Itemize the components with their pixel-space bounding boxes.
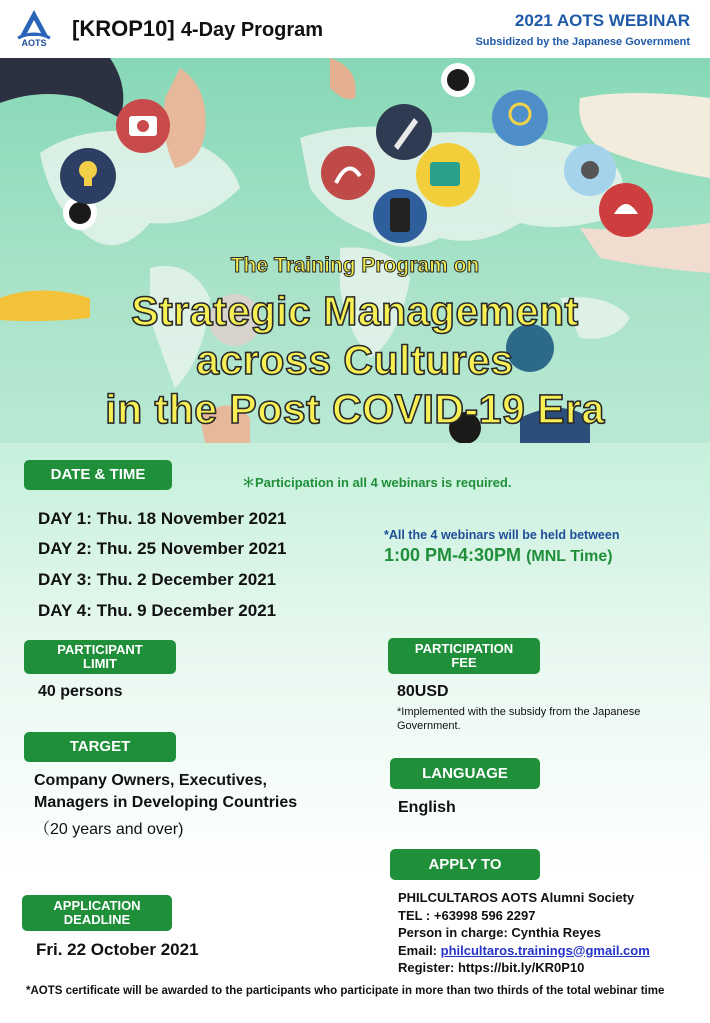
- target-badge: TARGET: [24, 732, 176, 762]
- program-code: [KROP10]: [72, 16, 175, 41]
- day-2: DAY 2: Thu. 25 November 2021: [38, 539, 287, 558]
- day-3: DAY 3: Thu. 2 December 2021: [38, 570, 277, 589]
- hero-title-line-2: across Cultures: [196, 337, 514, 383]
- schedule-note: *All the 4 webinars will be held between: [384, 528, 620, 542]
- language-badge: LANGUAGE: [390, 758, 540, 789]
- apply-org-name: PHILCULTAROS AOTS: [398, 890, 538, 905]
- apply-org: [398, 889, 698, 907]
- session-time: [384, 545, 613, 566]
- deadline-value: Fri. 22 October 2021: [36, 940, 199, 959]
- participant-limit-value: 40 persons: [38, 683, 123, 700]
- participant-limit-badge: [24, 640, 176, 674]
- apply-email-label: Email:: [398, 942, 441, 958]
- deadline-badge-line-2: DEADLINE: [63, 912, 131, 927]
- apply-to-badge: APPLY TO: [390, 849, 540, 880]
- target-line-1: Company Owners, Executives,: [34, 772, 267, 789]
- hero-banner: [0, 58, 710, 443]
- header: [0, 0, 710, 58]
- fee-subsidy-note: *Implemented with the subsidy from the Japanese Government.: [397, 706, 641, 732]
- apply-tel: TEL : +63998 596 2297: [398, 907, 536, 923]
- apply-to-details: [398, 889, 698, 977]
- date-time-badge: DATE & TIME: [24, 460, 172, 490]
- deadline-badge: [22, 895, 172, 931]
- day-1: DAY 1: Thu. 18 November 2021: [38, 509, 287, 528]
- participant-limit-badge-line-1: PARTICIPANT: [57, 642, 143, 658]
- apply-register-link[interactable]: Register: https://bit.ly/KR0P10: [398, 960, 585, 975]
- target-line-2: Managers in Developing Countries: [34, 794, 298, 811]
- target-line-3: （20 years and over): [34, 821, 184, 838]
- participation-fee-badge: [388, 638, 540, 674]
- hero-subtitle: The Training Program on: [230, 254, 480, 277]
- webinar-title: 2021 AOTS WEBINAR: [514, 11, 690, 30]
- logo-text: AOTS: [21, 38, 47, 48]
- hero-title-line-3: in the Post COVID-19 Era: [105, 386, 605, 432]
- apply-email-row: [398, 942, 698, 960]
- program-length: 4-Day Program: [180, 19, 324, 41]
- program-title: [72, 16, 323, 42]
- apply-org-suffix: Alumni Society: [540, 890, 635, 905]
- hero-title-line-1: Strategic Management: [131, 288, 579, 334]
- apply-person: Person in charge: Cynthia Reyes: [398, 925, 602, 940]
- participation-fee-badge-line-2: FEE: [451, 655, 477, 670]
- session-time-range: 1:00 PM-4:30PM: [384, 545, 522, 565]
- subsidy-note: Subsidized by the Japanese Government: [475, 36, 690, 48]
- deadline-badge-line-1: APPLICATION: [53, 898, 141, 914]
- participation-fee-value: 80USD: [397, 683, 449, 700]
- day-4: DAY 4: Thu. 9 December 2021: [38, 601, 277, 620]
- participation-fee-badge-line-1: PARTICIPATION: [414, 641, 514, 657]
- apply-email-link[interactable]: philcultaros.trainings@gmail.com: [440, 942, 650, 958]
- required-note: ＊Participation in all 4 webinars is required.: [242, 475, 512, 490]
- time-zone: (MNL Time): [526, 548, 613, 565]
- details-section: [0, 443, 710, 1023]
- language-value: English: [398, 799, 456, 816]
- certificate-note: *AOTS certificate will be awarded to the participants who participate in more than two thirds of the total webinar time: [26, 985, 665, 997]
- participant-limit-badge-line-2: LIMIT: [83, 656, 117, 671]
